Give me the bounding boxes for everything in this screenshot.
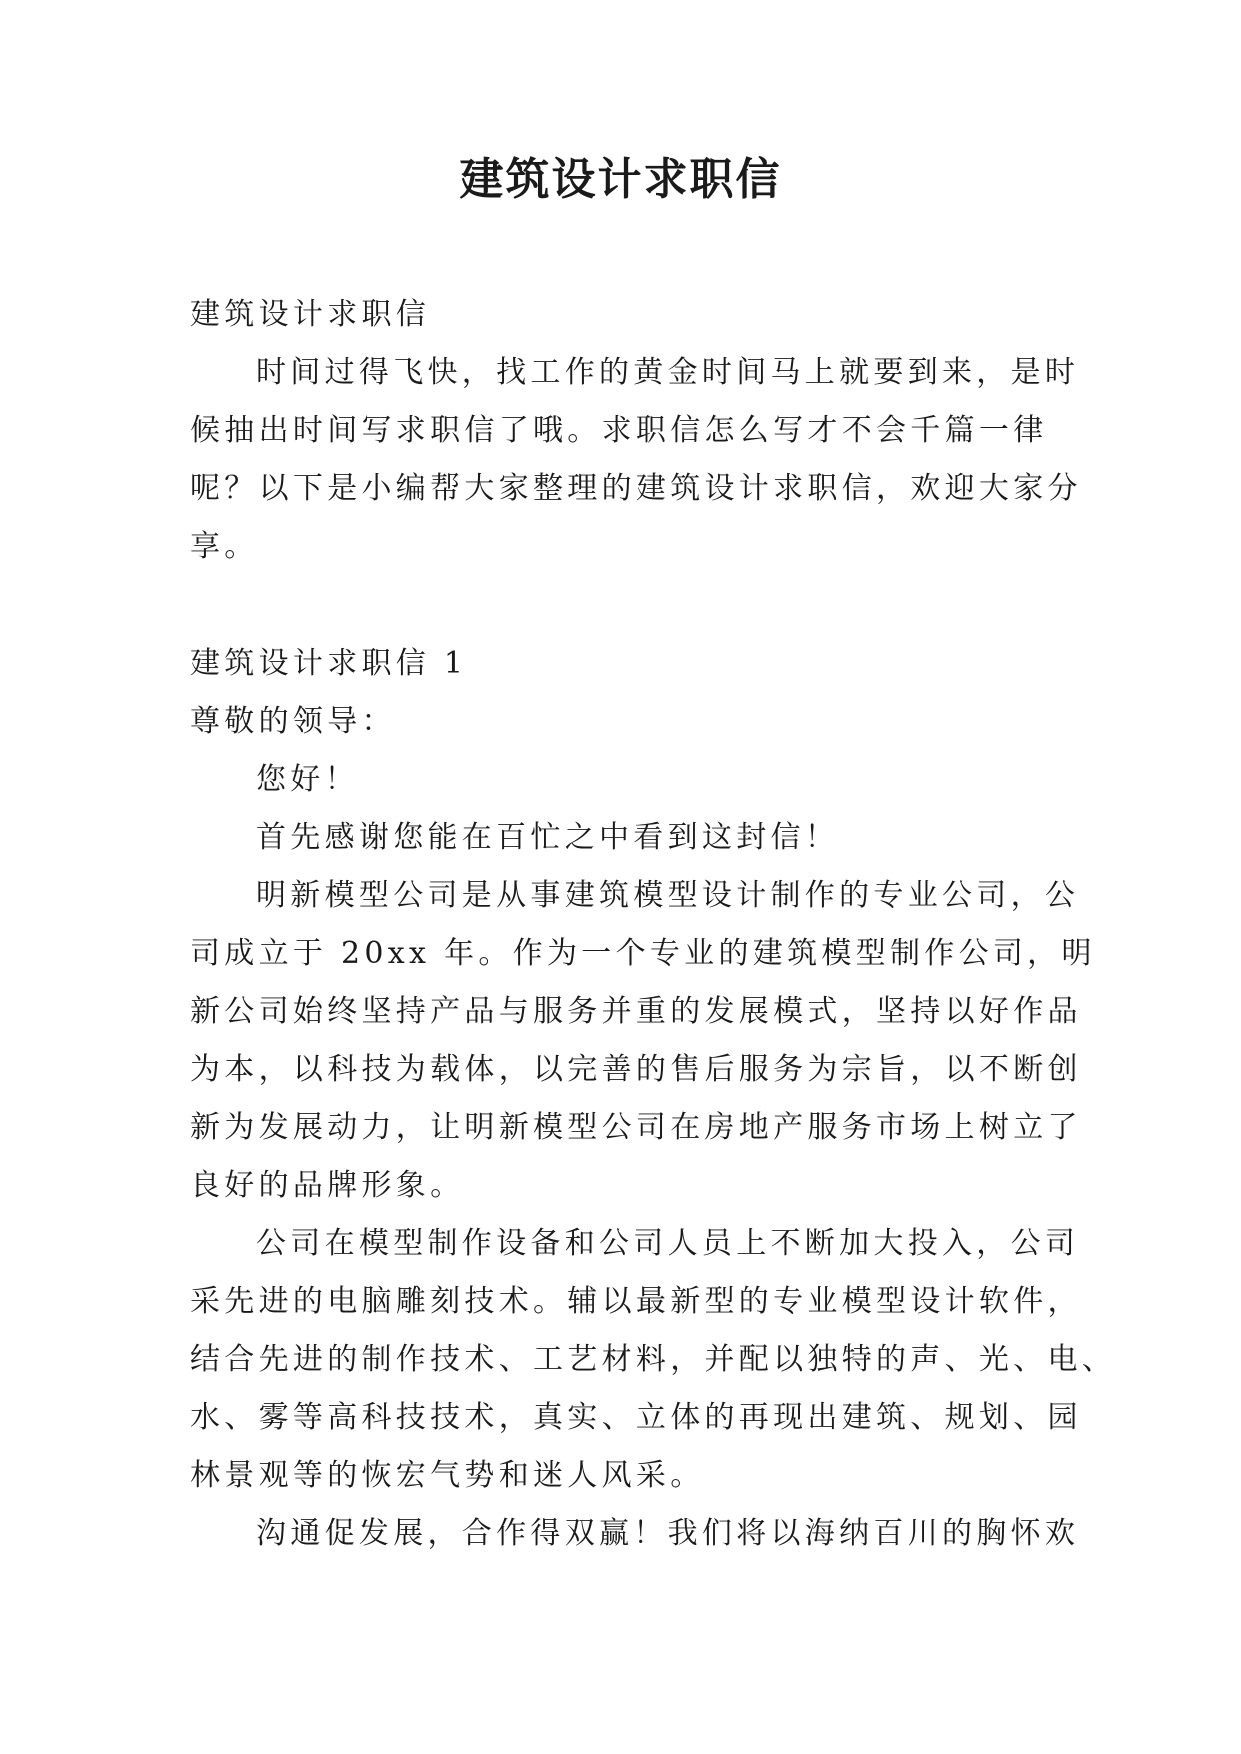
- section-heading: 建筑设计求职信 1: [190, 646, 468, 681]
- paragraph-line: 公司在模型制作设备和公司人员上不断加大投入，公司: [256, 1226, 1080, 1261]
- paragraph-line: 时间过得飞快，找工作的黄金时间马上就要到来，是时: [256, 355, 1080, 390]
- paragraph-line: 新公司始终坚持产品与服务并重的发展模式，坚持以好作品: [190, 994, 1082, 1029]
- paragraph-line: 为本，以科技为载体，以完善的售后服务为宗旨，以不断创: [190, 1052, 1082, 1087]
- paragraph-line: 首先感谢您能在百忙之中看到这封信！: [256, 820, 840, 855]
- paragraph-line: 结合先进的制作技术、工艺材料，并配以独特的声、光、电、: [190, 1342, 1117, 1377]
- paragraph-line: 良好的品牌形象。: [190, 1168, 465, 1203]
- greeting: 您好！: [256, 762, 359, 797]
- paragraph-line: 林景观等的恢宏气势和迷人风采。: [190, 1458, 705, 1493]
- salutation: 尊敬的领导：: [190, 704, 396, 739]
- paragraph-line: 沟通促发展，合作得双赢！我们将以海纳百川的胸怀欢: [256, 1516, 1080, 1551]
- paragraph-line: 采先进的电脑雕刻技术。辅以最新型的专业模型设计软件，: [190, 1284, 1082, 1319]
- paragraph-line: 候抽出时间写求职信了哦。求职信怎么写才不会千篇一律: [190, 413, 1048, 448]
- paragraph-line: 新为发展动力，让明新模型公司在房地产服务市场上树立了: [190, 1110, 1082, 1145]
- heading-line: 建筑设计求职信: [190, 297, 431, 332]
- paragraph-line: 呢？以下是小编帮大家整理的建筑设计求职信，欢迎大家分: [190, 471, 1082, 506]
- paragraph-line: 司成立于 20xx 年。作为一个专业的建筑模型制作公司，明: [190, 936, 1096, 971]
- paragraph-line: 享。: [190, 529, 259, 564]
- paragraph-line: 明新模型公司是从事建筑模型设计制作的专业公司，公: [256, 878, 1080, 913]
- document-title: 建筑设计求职信: [459, 154, 782, 205]
- paragraph-line: 水、雾等高科技技术，真实、立体的再现出建筑、规划、园: [190, 1400, 1082, 1435]
